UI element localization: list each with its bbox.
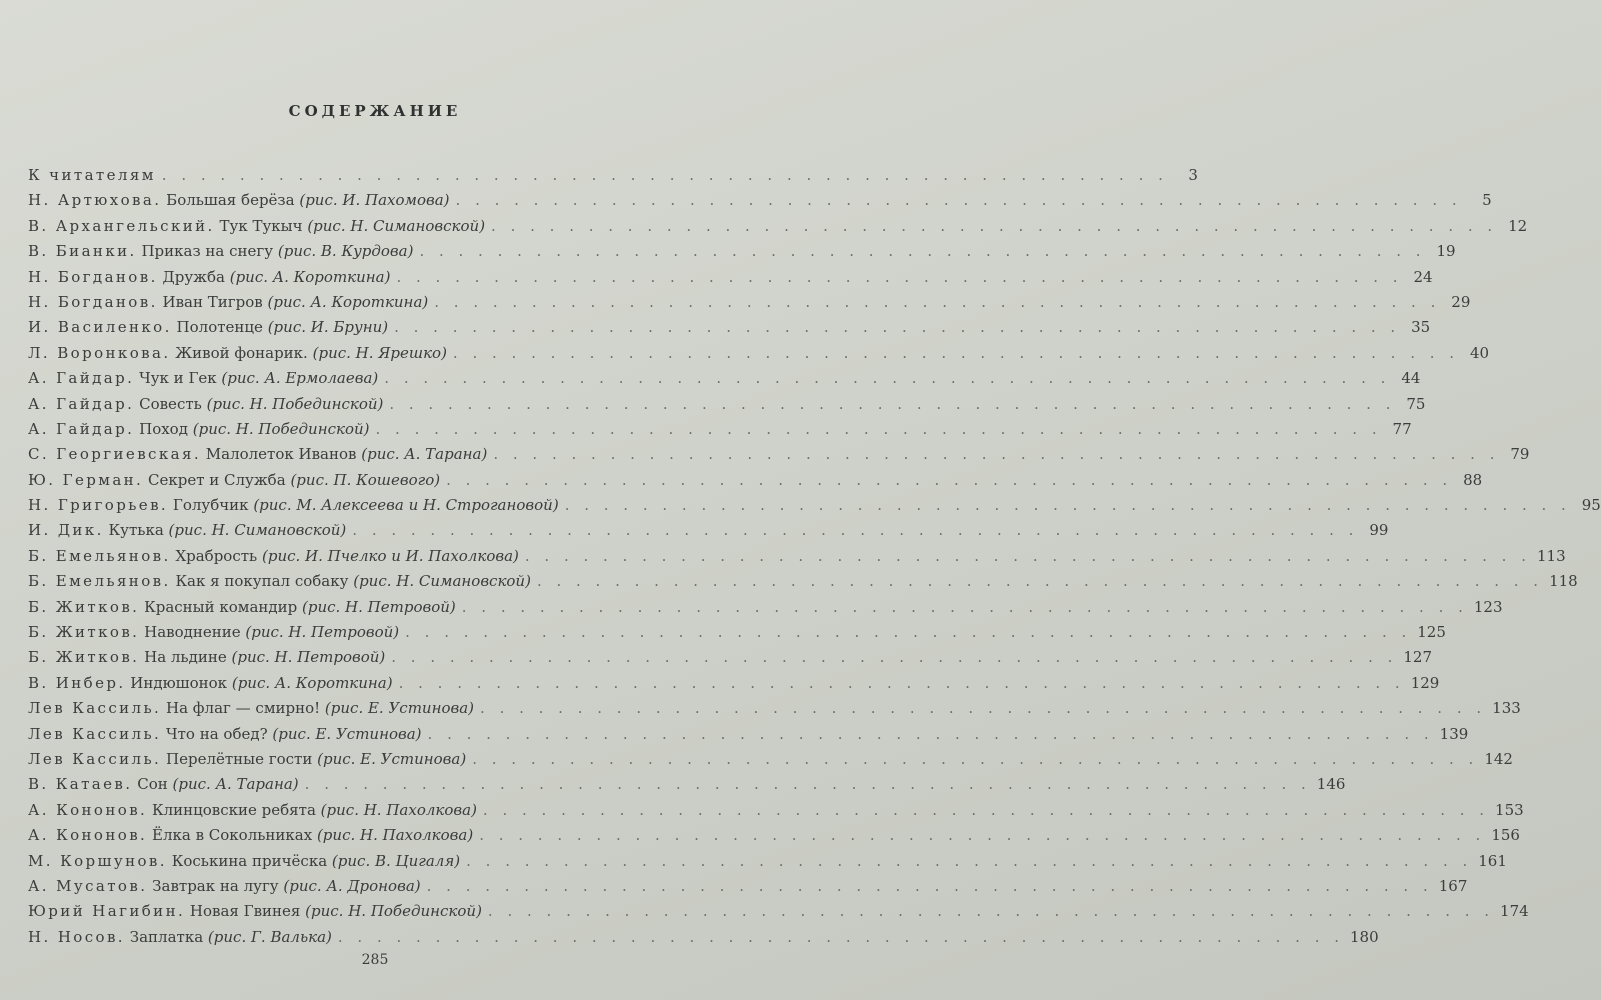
entry-illustrator: (рис. А. Ермолаева) — [221, 369, 379, 388]
entry-author: Б. Емельянов. — [28, 572, 171, 591]
entry-page-number: 118 — [1549, 572, 1578, 591]
entry-story: Малолеток Иванов — [205, 445, 357, 464]
entry-author: Л. Воронкова. — [28, 343, 171, 362]
entry-illustrator: (рис. Н. Побединской) — [305, 902, 482, 921]
entry-page-number: 153 — [1495, 800, 1524, 819]
entry-story: Полотенце — [176, 318, 263, 337]
entry-page-number: 40 — [1469, 343, 1490, 362]
entry-text — [28, 620, 399, 645]
entry-story: Совесть — [139, 394, 202, 413]
entry-story: Заплатка — [129, 927, 204, 946]
entry-story: Голубчик — [172, 496, 249, 515]
entry-page-number: 99 — [1369, 521, 1389, 540]
entry-illustrator: (рис. И. Пахомова) — [299, 191, 450, 210]
entry-illustrator: (рис. А. Тарана) — [361, 445, 488, 464]
toc-entry — [28, 925, 1379, 950]
entry-illustrator: (рис. И. Пчелко и И. Пахолкова) — [261, 546, 519, 565]
entry-page-number: 127 — [1403, 648, 1433, 667]
toc-entry — [28, 518, 1389, 543]
dot-leader — [338, 925, 1344, 950]
entry-illustrator: (рис. А. Тарана) — [172, 775, 299, 794]
entry-illustrator: (рис. Н. Побединской) — [206, 394, 384, 413]
entry-author: А. Кононов. — [28, 826, 148, 845]
entry-page-number: 88 — [1463, 470, 1483, 489]
dot-leader — [434, 290, 1440, 315]
entry-text — [28, 493, 559, 518]
entry-text — [28, 772, 299, 797]
entry-illustrator: (рис. А. Короткина) — [229, 267, 391, 286]
entry-story: Приказ на снегу — [141, 242, 274, 261]
entry-page-number: 3 — [1188, 166, 1198, 184]
entry-author: В. Бианки. — [28, 242, 137, 261]
toc-entry — [28, 595, 1503, 620]
toc-entry — [28, 772, 1346, 797]
entry-page-number: 95 — [1581, 496, 1601, 515]
toc-entry — [28, 188, 1492, 213]
entry-illustrator: (рис. Е. Устинова) — [324, 699, 475, 718]
entry-author: Н. Богданов. — [28, 292, 158, 311]
entry-author: Н. Носов. — [28, 927, 125, 946]
entry-text — [28, 341, 447, 366]
toc-entry — [28, 493, 1601, 518]
entry-illustrator: (рис. В. Цигаля) — [331, 851, 461, 870]
entry-story: Живой фонарик. — [175, 343, 308, 362]
toc-entry — [28, 290, 1471, 315]
entry-text — [28, 366, 378, 391]
entry-illustrator: (рис. Н. Петровой) — [231, 648, 386, 667]
dot-leader — [493, 442, 1499, 467]
entry-author: А. Мусатов. — [28, 876, 148, 895]
entry-author: Н. Богданов. — [28, 267, 158, 286]
dot-leader — [384, 366, 1390, 391]
entry-story: Чук и Гек — [139, 369, 217, 388]
entry-story: Дружба — [162, 267, 225, 286]
entry-text — [28, 188, 450, 213]
entry-text — [28, 392, 383, 417]
entry-story: Завтрак на лугу — [152, 876, 279, 895]
entry-text — [28, 468, 440, 493]
entry-story: На льдине — [144, 648, 227, 667]
entry-story: Иван Тигров — [162, 292, 263, 311]
entry-story: Клинцовские ребята — [152, 800, 316, 819]
entry-page-number: 133 — [1492, 699, 1521, 718]
entry-author: В. Катаев. — [28, 775, 133, 794]
entry-text — [28, 823, 473, 848]
entry-text — [28, 239, 413, 264]
toc-entry — [28, 341, 1490, 366]
toc-entry — [28, 417, 1412, 442]
dot-leader — [453, 341, 1459, 366]
entry-page-number: 75 — [1406, 394, 1426, 413]
dot-leader — [352, 518, 1358, 543]
toc-entry — [28, 239, 1456, 264]
entry-author: М. Коршунов. — [28, 851, 167, 870]
entry-text — [28, 569, 531, 594]
toc-entry — [28, 265, 1433, 290]
entry-page-number: 77 — [1392, 419, 1412, 438]
entry-author: С. Георгиевская. — [28, 445, 201, 464]
entry-author: Н. Артюхова. — [28, 191, 162, 210]
entry-illustrator: (рис. А. Дронова) — [283, 876, 421, 895]
entry-illustrator: (рис. А. Короткина) — [267, 292, 429, 311]
toc-entry — [28, 366, 1421, 391]
entry-page-number: 44 — [1401, 369, 1421, 388]
entry-story: Поход — [139, 419, 188, 438]
table-of-contents — [28, 163, 1601, 950]
entry-page-number: 125 — [1417, 623, 1446, 642]
entry-page-number: 29 — [1451, 292, 1471, 311]
entry-text — [28, 417, 370, 442]
toc-entry — [28, 214, 1528, 239]
dot-leader — [446, 468, 1452, 493]
entry-text — [28, 442, 487, 467]
entry-story: Сон — [137, 775, 168, 794]
entry-text — [28, 925, 332, 950]
entry-illustrator: (рис. И. Бруни) — [267, 318, 389, 337]
entry-author: Ю. Герман. — [28, 470, 144, 489]
entry-author: И. Василенко. — [28, 318, 172, 337]
entry-page-number: 146 — [1316, 775, 1346, 794]
entry-page-number: 12 — [1508, 216, 1528, 235]
entry-author: Лев Кассиль. — [28, 749, 162, 768]
toc-entry — [28, 874, 1468, 899]
toc-entry — [28, 442, 1530, 467]
toc-entry — [28, 163, 1198, 188]
entry-text — [28, 671, 393, 696]
entry-page-number: 35 — [1411, 318, 1431, 337]
entry-illustrator: (рис. Г. Валька) — [207, 927, 332, 946]
dot-leader — [462, 595, 1468, 620]
entry-story: Кутька — [108, 521, 164, 540]
toc-entry — [28, 620, 1446, 645]
entry-text — [28, 214, 485, 239]
entry-illustrator: (рис. Н. Ярешко) — [312, 343, 447, 362]
entry-page-number: 174 — [1500, 902, 1529, 921]
entry-illustrator: (рис. А. Короткина) — [231, 673, 393, 692]
entry-illustrator: (рис. Н. Пахолкова) — [316, 826, 474, 845]
dot-leader — [479, 823, 1485, 848]
page-number: 285 — [361, 952, 389, 968]
entry-story: Коськина причёска — [171, 851, 328, 870]
entry-text — [28, 899, 482, 924]
dot-leader — [389, 392, 1395, 417]
toc-entry — [28, 798, 1524, 823]
dot-leader — [525, 544, 1531, 569]
entry-author: Б. Емельянов. — [28, 546, 171, 565]
page-title: СОДЕРЖАНИЕ — [288, 102, 462, 120]
entry-page-number: 156 — [1491, 826, 1520, 845]
entry-page-number: 167 — [1438, 876, 1468, 895]
dot-leader — [491, 214, 1497, 239]
entry-story: Новая Гвинея — [189, 902, 301, 921]
dot-leader — [472, 747, 1478, 772]
toc-entry — [28, 315, 1431, 340]
entry-text — [28, 595, 456, 620]
entry-author: Н. Григорьев. — [28, 496, 169, 515]
entry-story: На флаг — смирно! — [166, 699, 321, 718]
entry-page-number: 123 — [1473, 597, 1503, 616]
entry-author: Юрий Нагибин. — [28, 902, 186, 921]
entry-author: Б. Житков. — [28, 597, 140, 616]
entry-story: Большая берёза — [166, 191, 295, 210]
dot-leader — [488, 899, 1494, 924]
entry-text — [28, 163, 156, 188]
entry-illustrator: (рис. М. Алексеева и Н. Строгановой) — [253, 496, 559, 515]
entry-page-number: 142 — [1484, 749, 1513, 768]
entry-text — [28, 315, 388, 340]
entry-text — [28, 290, 428, 315]
entry-author: А. Гайдар. — [28, 369, 135, 388]
entry-author: А. Гайдар. — [28, 419, 135, 438]
entry-illustrator: (рис. Н. Симановской) — [307, 216, 486, 235]
entry-illustrator: (рис. В. Курдова) — [277, 242, 414, 261]
dot-leader — [565, 493, 1571, 518]
dot-leader — [466, 849, 1472, 874]
entry-text — [28, 645, 385, 670]
entry-illustrator: (рис. Е. Устинова) — [272, 724, 422, 743]
toc-entry — [28, 747, 1513, 772]
dot-leader — [456, 188, 1462, 213]
entry-page-number: 113 — [1537, 546, 1566, 565]
dot-leader — [162, 163, 1168, 188]
toc-entry — [28, 392, 1426, 417]
dot-leader — [396, 265, 1402, 290]
entry-author: Б. Житков. — [28, 648, 140, 667]
entry-author: Лев Кассиль. — [28, 724, 162, 743]
entry-illustrator: (рис. Н. Петровой) — [245, 623, 400, 642]
entry-author: В. Архангельский. — [28, 216, 215, 235]
entry-page-number: 180 — [1350, 927, 1379, 946]
entry-page-number: 5 — [1482, 191, 1492, 210]
entry-story: Перелётные гости — [166, 749, 313, 768]
entry-author: А. Кононов. — [28, 800, 148, 819]
entry-author: И. Дик. — [28, 521, 104, 540]
entry-author: Лев Кассиль. — [28, 699, 162, 718]
entry-page-number: 129 — [1410, 673, 1440, 692]
entry-text — [28, 798, 477, 823]
toc-entry — [28, 722, 1469, 747]
entry-text — [28, 544, 519, 569]
dot-leader — [399, 671, 1405, 696]
entry-story: Как я покупал собаку — [175, 572, 349, 591]
entry-story: Индюшонок — [130, 673, 228, 692]
toc-entry — [28, 696, 1521, 721]
entry-illustrator: (рис. Н. Симановской) — [168, 521, 347, 540]
toc-entry — [28, 544, 1566, 569]
entry-text — [28, 518, 346, 543]
entry-story: Красный командир — [144, 597, 298, 616]
entry-story: Храбрость — [175, 546, 258, 565]
dot-leader — [537, 569, 1543, 594]
entry-text — [28, 696, 474, 721]
entry-page-number: 24 — [1413, 267, 1433, 286]
entry-illustrator: (рис. Н. Симановской) — [353, 572, 531, 591]
entry-story: Тук Тукыч — [219, 216, 303, 235]
dot-leader — [427, 874, 1433, 899]
entry-author: Б. Житков. — [28, 623, 140, 642]
entry-page-number: 161 — [1478, 851, 1507, 870]
entry-page-number: 139 — [1439, 724, 1469, 743]
dot-leader — [394, 315, 1400, 340]
dot-leader — [419, 239, 1425, 264]
entry-page-number: 79 — [1510, 445, 1530, 464]
entry-illustrator: (рис. Е. Устинова) — [317, 749, 467, 768]
toc-entry — [28, 468, 1483, 493]
entry-text — [28, 265, 390, 290]
entry-author: К читателям — [28, 166, 156, 184]
entry-story: Наводнение — [144, 623, 241, 642]
entry-text — [28, 722, 422, 747]
entry-author: В. Инбер. — [28, 673, 126, 692]
dot-leader — [428, 722, 1434, 747]
entry-text — [28, 849, 460, 874]
dot-leader — [305, 772, 1311, 797]
dot-leader — [391, 645, 1397, 670]
entry-page-number: 19 — [1436, 242, 1456, 261]
dot-leader — [483, 798, 1489, 823]
entry-story: Что на обед? — [166, 724, 268, 743]
entry-story: Ёлка в Сокольниках — [152, 826, 313, 845]
entry-story: Секрет и Служба — [148, 470, 286, 489]
toc-entry — [28, 823, 1520, 848]
toc-entry — [28, 569, 1578, 594]
entry-author: А. Гайдар. — [28, 394, 135, 413]
dot-leader — [405, 620, 1411, 645]
entry-illustrator: (рис. П. Кошевого) — [290, 470, 441, 489]
toc-entry — [28, 849, 1507, 874]
entry-illustrator: (рис. Н. Пахолкова) — [320, 800, 477, 819]
entry-text — [28, 874, 421, 899]
dot-leader — [376, 417, 1382, 442]
toc-entry — [28, 671, 1440, 696]
toc-entry — [28, 645, 1433, 670]
toc-entry — [28, 899, 1529, 924]
dot-leader — [480, 696, 1486, 721]
entry-text — [28, 747, 466, 772]
entry-illustrator: (рис. Н. Побединской) — [192, 419, 370, 438]
entry-illustrator: (рис. Н. Петровой) — [302, 597, 456, 616]
